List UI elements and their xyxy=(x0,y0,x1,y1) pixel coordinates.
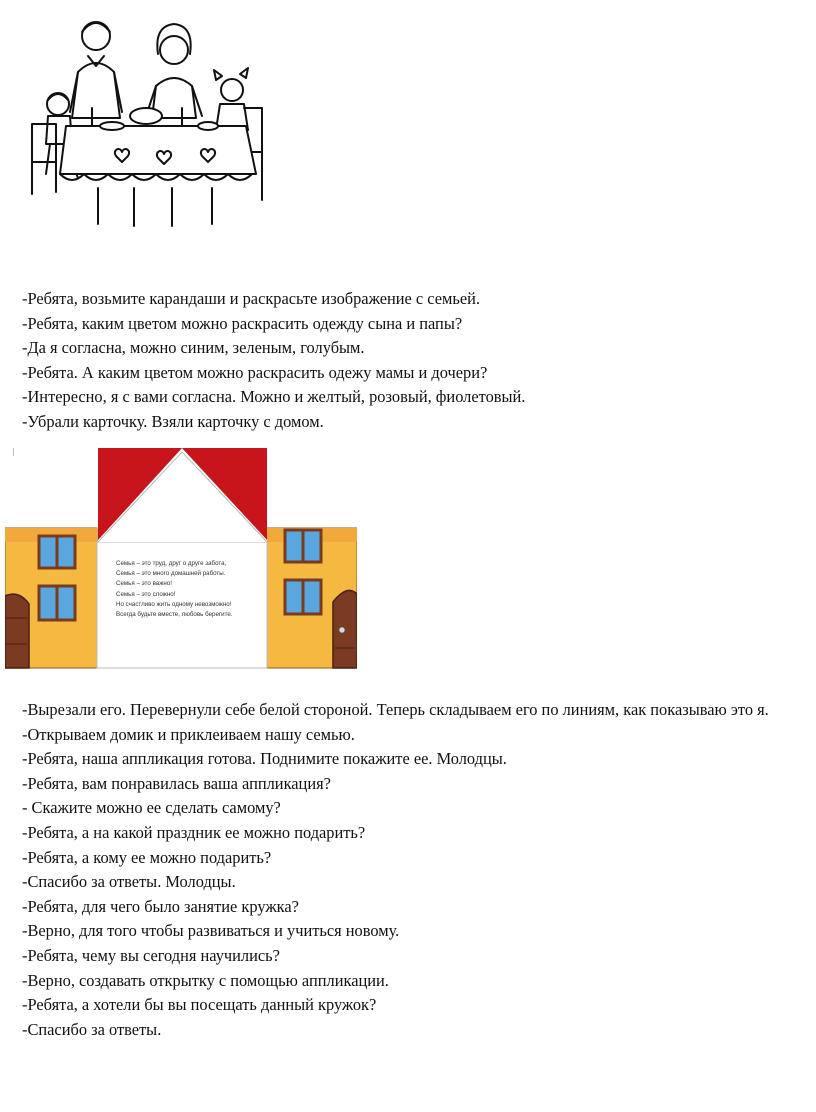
text-line: -Ребята, а хотели бы вы посещать данный кружок? xyxy=(22,995,377,1015)
text-line: - Скажите можно ее сделать самому? xyxy=(22,798,281,818)
text-line: -Верно, создавать открытку с помощью аппликации. xyxy=(22,970,389,990)
text-line: -Ребята, а кому ее можно подарить? xyxy=(22,847,272,867)
text-line: -Убрали карточку. Взяли карточку с домом. xyxy=(22,411,324,431)
text-line: -Открываем домик и приклеиваем нашу семью. xyxy=(22,724,355,744)
text-line: -Спасибо за ответы. Молодцы. xyxy=(22,872,236,892)
father-figure xyxy=(70,22,122,118)
text-line: -Ребята, чему вы сегодня научились? xyxy=(22,945,280,965)
text-line: -Вырезали его. Перевернули себе белой стороной. Теперь складываем его по линиям, как показываю это я. xyxy=(22,700,769,719)
poem-line: Семья – это важно! xyxy=(116,580,172,588)
poem-line: Семья – это труд, друг о друге забота, xyxy=(116,560,227,567)
text-line: -Да я согласна, можно синим, зеленым, голубым. xyxy=(22,338,365,358)
poem-line: Семья – это сложно! xyxy=(116,590,176,598)
family-dinner-illustration xyxy=(22,12,274,230)
text-line: -Ребята. А каким цветом можно раскрасить одежу мамы и дочери? xyxy=(22,362,488,382)
text-line: -Ребята, для чего было занятие кружка? xyxy=(22,896,299,916)
instructions-bottom xyxy=(22,698,810,1042)
card-poem xyxy=(116,559,266,620)
text-line: -Ребята, наша аппликация готова. Поднимите покажите ее. Молодцы. xyxy=(22,749,507,769)
poem-line: Всегда будьте вместе, любовь берегите. xyxy=(116,611,233,619)
text-line: -Ребята, возьмите карандаши и раскрасьте изображение с семьей. xyxy=(22,289,481,308)
text-line: -Ребята, а на какой праздник ее можно подарить? xyxy=(22,822,366,842)
poem-line: Но счастливо жить одному невозможно! xyxy=(116,600,232,608)
poem-line: Семья – это много домашней работы. xyxy=(116,570,226,578)
text-line: -Интересно, я с вами согласна. Можно и желтый, розовый, фиолетовый. xyxy=(22,387,526,407)
mother-figure xyxy=(146,24,202,118)
instructions-top xyxy=(22,287,810,435)
roof xyxy=(98,448,267,542)
text-line: -Верно, для того чтобы развиваться и учиться новому. xyxy=(22,921,400,941)
door xyxy=(333,590,357,668)
text-line: -Ребята, каким цветом можно раскрасить одежду сына и папы? xyxy=(22,313,463,333)
text-line: -Спасибо за ответы. xyxy=(22,1019,162,1039)
door xyxy=(5,594,29,668)
table xyxy=(60,108,256,226)
text-line: -Ребята, вам понравилась ваша аппликация? xyxy=(22,773,331,793)
